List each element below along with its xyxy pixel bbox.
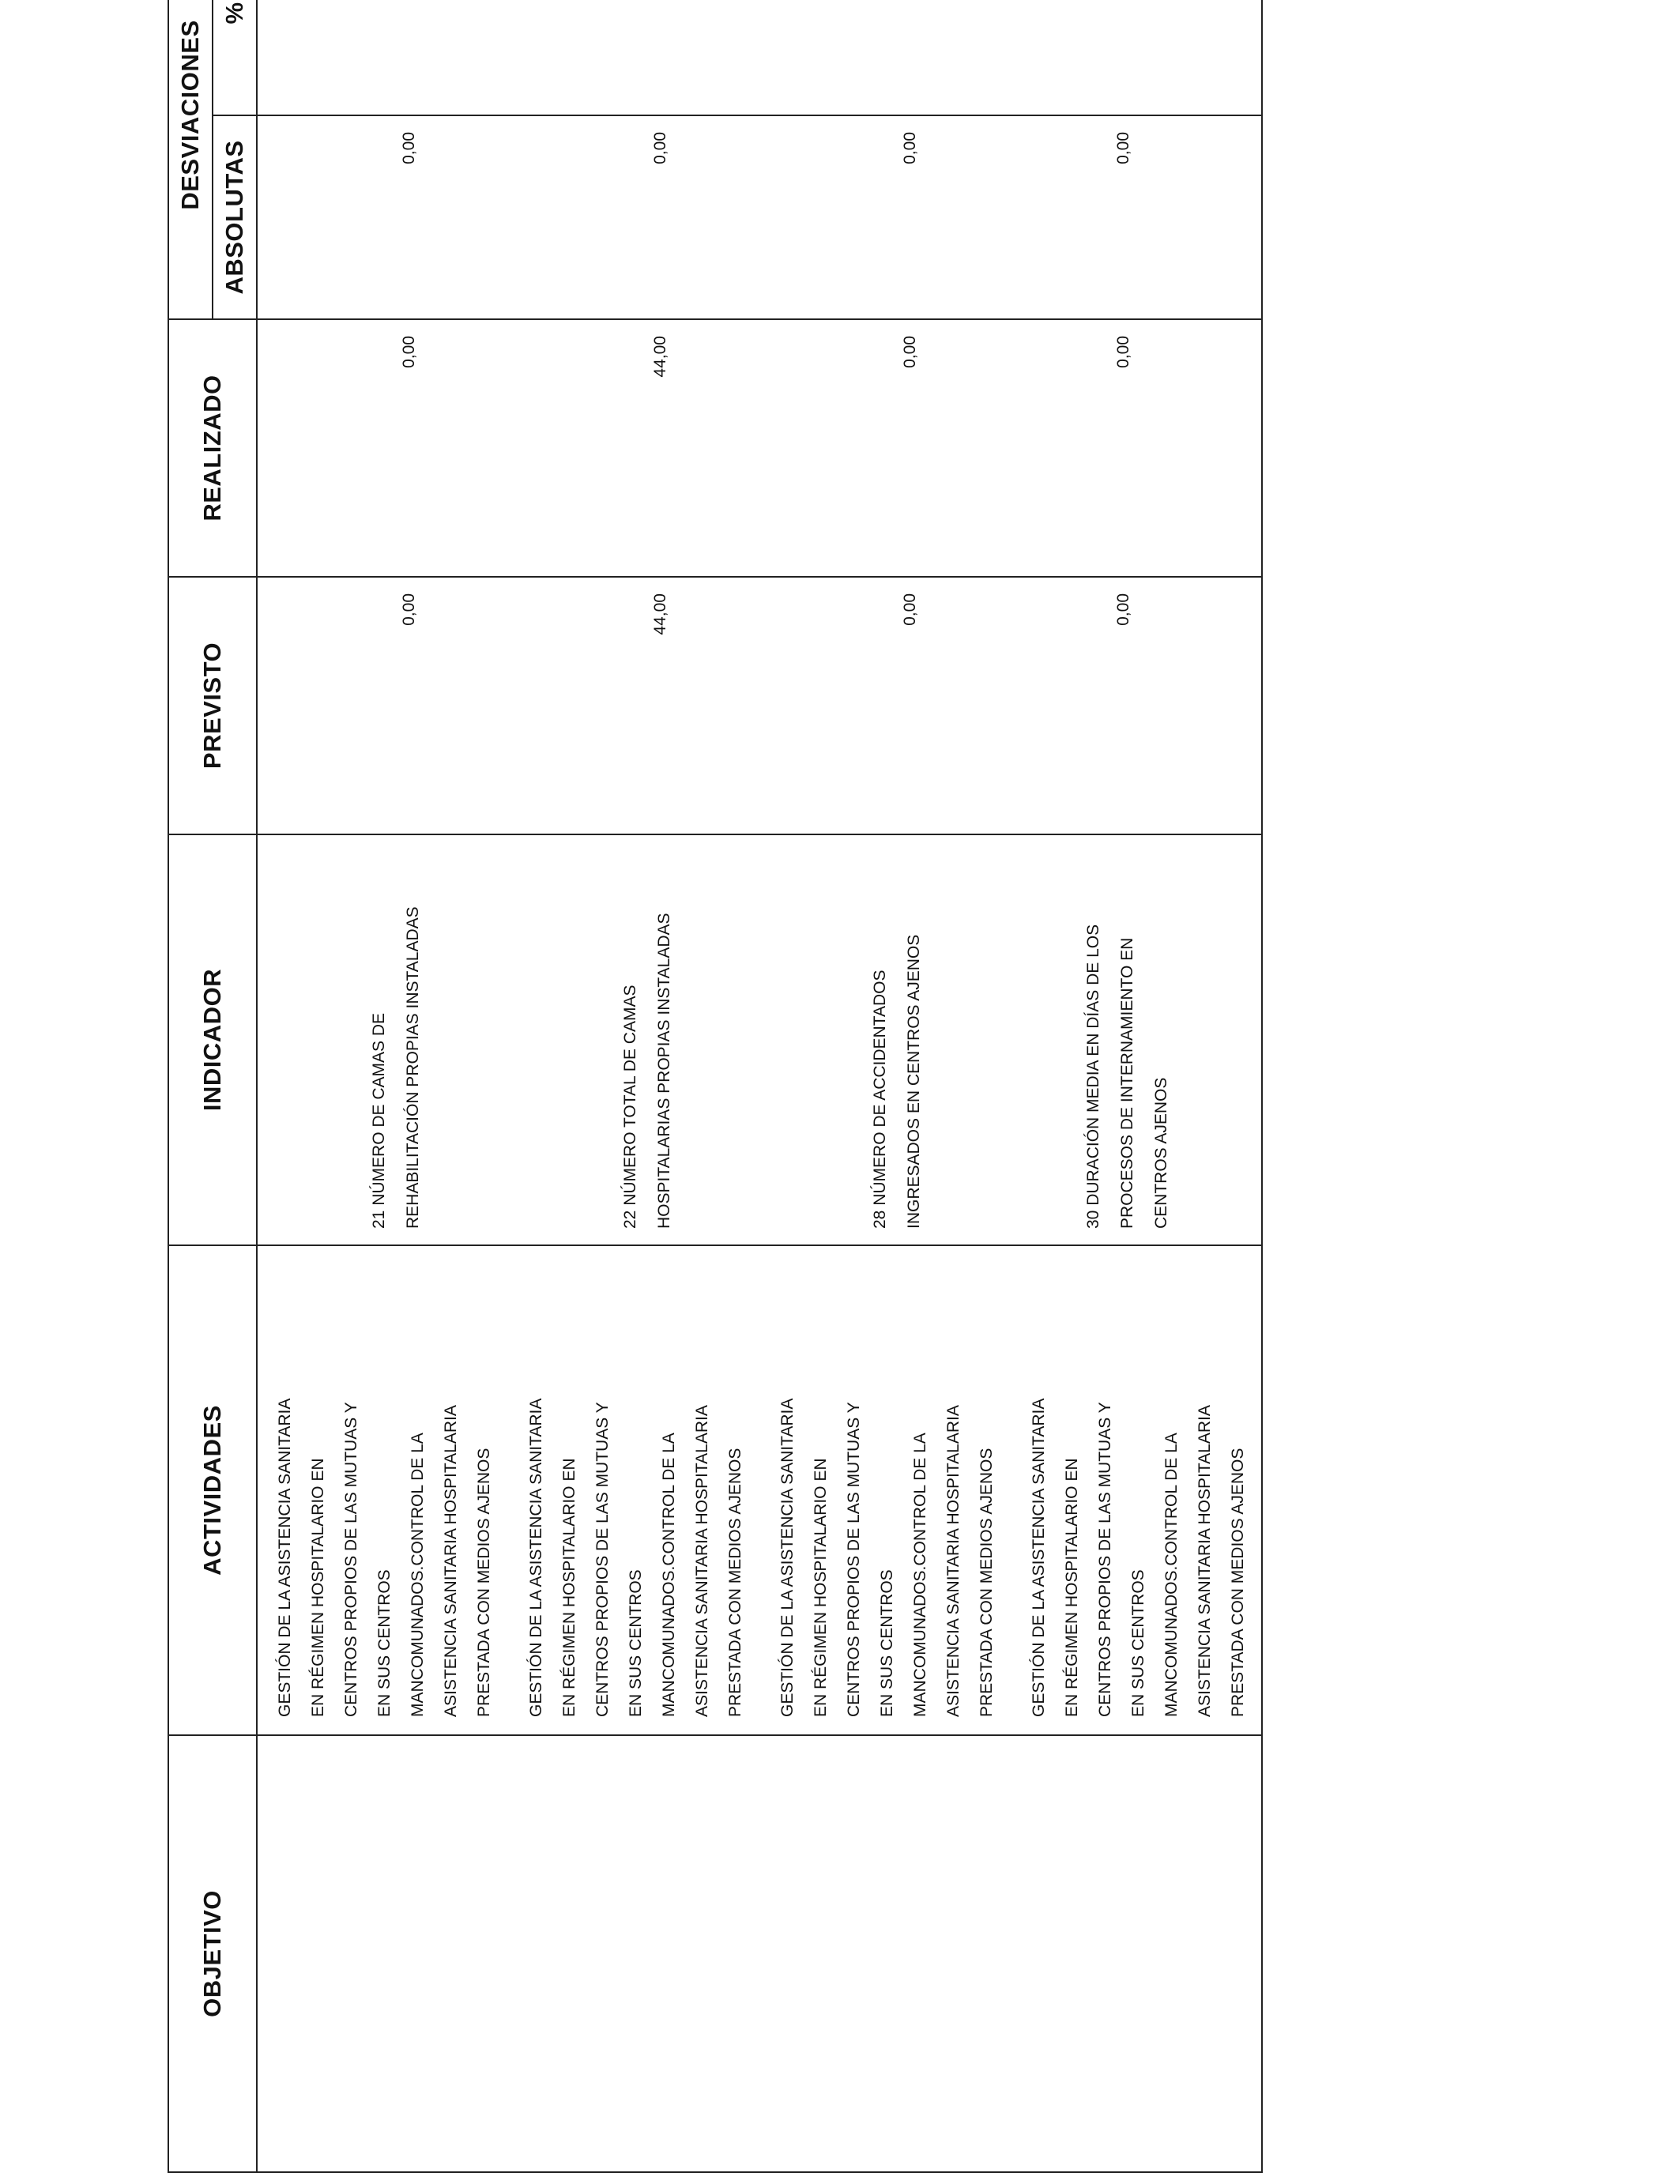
realizado-value-2: 44,00 xyxy=(651,336,669,378)
indicador-text: 21 NÚMERO DE CAMAS DE REHABILITACIÓN PROPIAS INSTALADAS xyxy=(370,906,422,1229)
actividad-entry-1 xyxy=(258,1246,501,1734)
previsto-value-1: 0,00 xyxy=(400,593,418,626)
realizado-cell xyxy=(257,319,1262,577)
actividad-entry-2 xyxy=(509,1246,752,1734)
header-realizado: REALIZADO xyxy=(168,319,257,577)
indicators-table xyxy=(168,0,1263,2173)
actividad-text: GESTIÓN DE LA ASISTENCIA SANITARIA EN RÉGIMEN HOSPITALARIO EN CENTROS PROPIOS DE LAS MUTUAS Y EN SUS CENTROS MANCOMUNADOS.CONTROL DE LA ASISTENCIA SANITARIA HOSPITALARIA PRESTADA CON MEDIOS AJENOS xyxy=(1030,1398,1247,1717)
actividad-entry-4 xyxy=(1011,1246,1255,1734)
absolutas-value-2: 0,00 xyxy=(651,132,669,164)
header-objetivo: OBJETIVO xyxy=(168,1735,257,2172)
absolutas-value-1: 0,00 xyxy=(400,132,418,164)
previsto-value-4: 0,00 xyxy=(1114,593,1132,626)
indicador-entry-3 xyxy=(863,835,931,1245)
objetivo-cell xyxy=(257,1735,1262,2172)
indicador-entry-1 xyxy=(362,835,430,1245)
indicador-text: 28 NÚMERO DE ACCIDENTADOS INGRESADOS EN CENTROS AJENOS xyxy=(871,934,923,1229)
actividad-text: GESTIÓN DE LA ASISTENCIA SANITARIA EN RÉGIMEN HOSPITALARIO EN CENTROS PROPIOS DE LAS MUTUAS Y EN SUS CENTROS MANCOMUNADOS.CONTROL DE LA ASISTENCIA SANITARIA HOSPITALARIA PRESTADA CON MEDIOS AJENOS xyxy=(778,1398,996,1717)
realizado-value-1: 0,00 xyxy=(400,336,418,368)
header-desviaciones: DESVIACIONES xyxy=(168,0,213,319)
realizado-value-3: 0,00 xyxy=(901,336,919,368)
actividad-entry-3 xyxy=(760,1246,1004,1734)
absolutas-value-4: 0,00 xyxy=(1114,132,1132,164)
previsto-value-3: 0,00 xyxy=(901,593,919,626)
indicador-text: 30 DURACIÓN MEDIA EN DÍAS DE LOS PROCESOS DE INTERNAMIENTO EN CENTROS AJENOS xyxy=(1084,924,1170,1229)
absolutas-cell xyxy=(257,115,1262,319)
actividad-text: GESTIÓN DE LA ASISTENCIA SANITARIA EN RÉGIMEN HOSPITALARIO EN CENTROS PROPIOS DE LAS MUTUAS Y EN SUS CENTROS MANCOMUNADOS.CONTROL DE LA ASISTENCIA SANITARIA HOSPITALARIA PRESTADA CON MEDIOS AJENOS xyxy=(276,1398,493,1717)
realizado-value-4: 0,00 xyxy=(1114,336,1132,368)
header-previsto: PREVISTO xyxy=(168,577,257,834)
porcentaje-cell xyxy=(257,0,1262,115)
indicador-cell xyxy=(257,834,1262,1245)
header-absolutas: ABSOLUTAS xyxy=(213,115,257,319)
rotated-table-page xyxy=(168,2,1263,2173)
actividades-cell xyxy=(257,1245,1262,1735)
previsto-value-2: 44,00 xyxy=(651,593,669,635)
header-indicador: INDICADOR xyxy=(168,834,257,1245)
header-porcentaje: % xyxy=(213,0,257,115)
header-actividades: ACTIVIDADES xyxy=(168,1245,257,1735)
previsto-cell xyxy=(257,577,1262,834)
indicador-entry-4 xyxy=(1076,835,1178,1245)
indicador-entry-2 xyxy=(613,835,681,1245)
actividad-text: GESTIÓN DE LA ASISTENCIA SANITARIA EN RÉGIMEN HOSPITALARIO EN CENTROS PROPIOS DE LAS MUTUAS Y EN SUS CENTROS MANCOMUNADOS.CONTROL DE LA ASISTENCIA SANITARIA HOSPITALARIA PRESTADA CON MEDIOS AJENOS xyxy=(527,1398,744,1717)
indicador-text: 22 NÚMERO TOTAL DE CAMAS HOSPITALARIAS PROPIAS INSTALADAS xyxy=(621,913,673,1229)
absolutas-value-3: 0,00 xyxy=(901,132,919,164)
